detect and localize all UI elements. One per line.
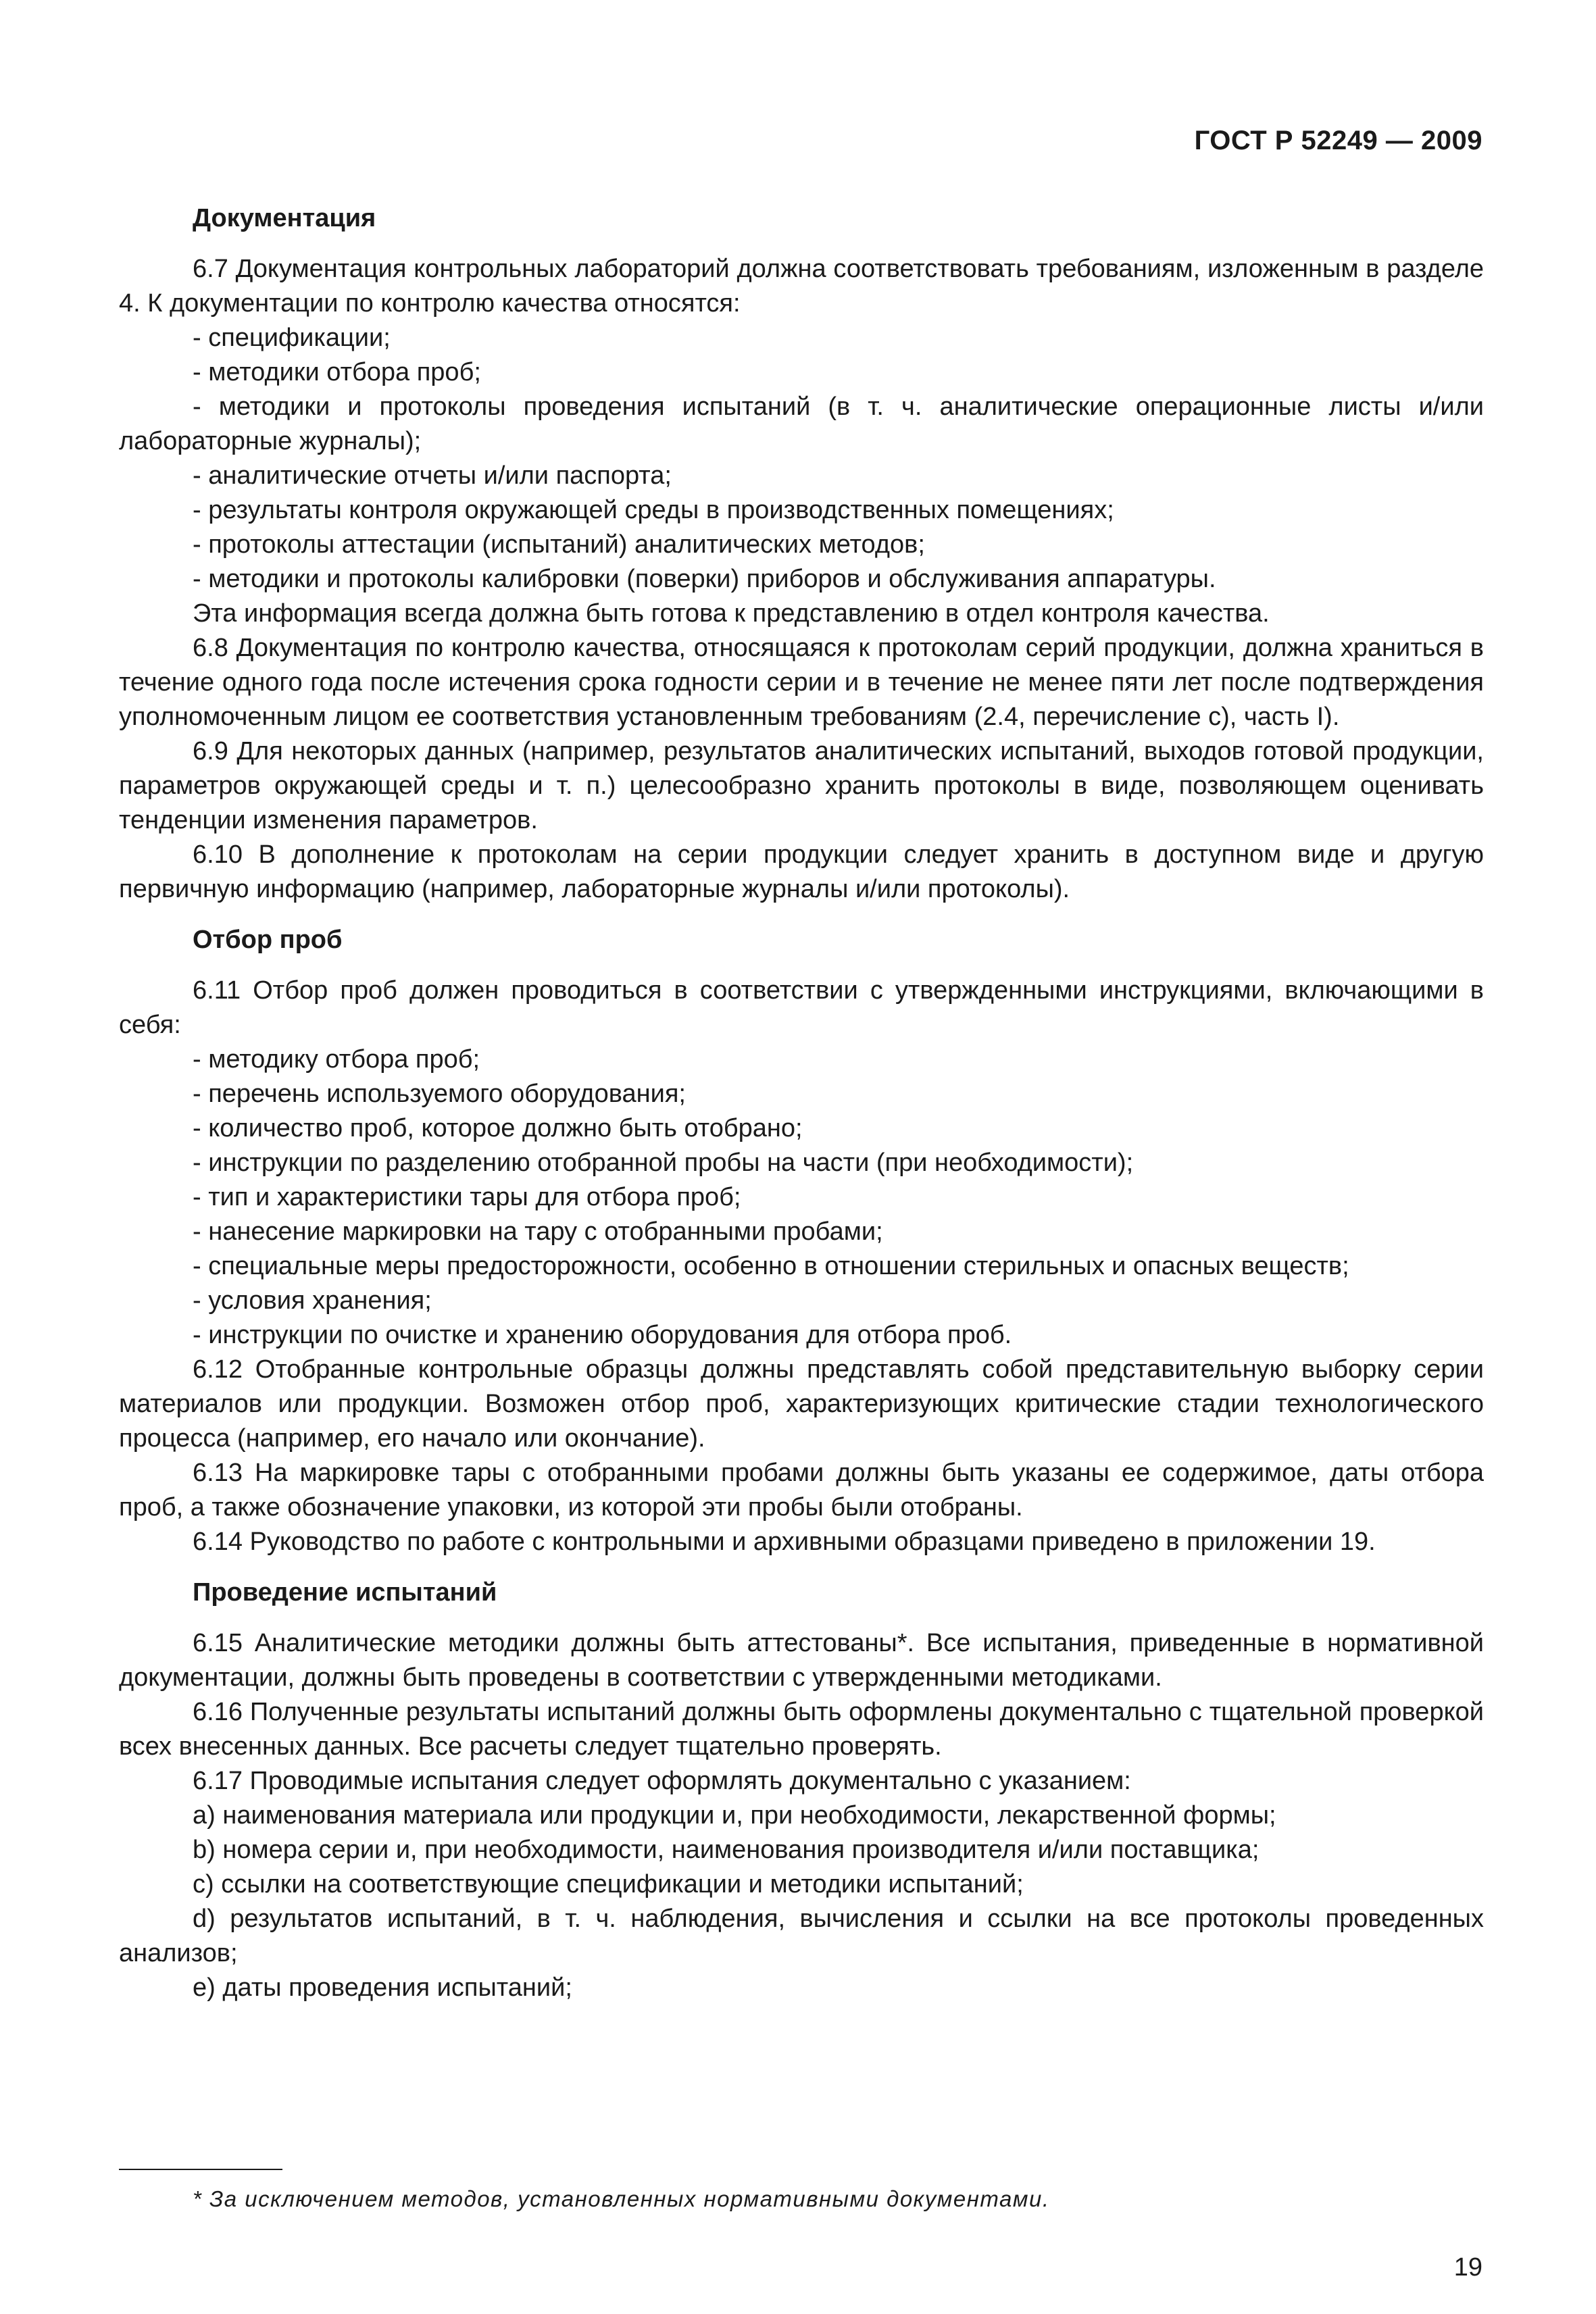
- paragraph-6-17: 6.17 Проводимые испытания следует оформлять документально с указанием:: [193, 1767, 1131, 1795]
- list-item: - специальные меры предосторожности, особенно в отношении стерильных и опасных веществ;: [193, 1252, 1349, 1280]
- list-item: - методики и протоколы проведения испытаний (в т. ч. аналитические операционные листы и/или лабораторные журналы);: [119, 393, 1484, 455]
- section-title-sampling: Отбор проб: [193, 926, 343, 954]
- section-title-testing: Проведение испытаний: [193, 1578, 497, 1607]
- paragraph-6-10: 6.10 В дополнение к протоколам на серии продукции следует хранить в доступном виде и другую первичную информацию (например, лабораторные журналы и/или протоколы).: [119, 840, 1484, 903]
- list-item: - тип и характеристики тары для отбора проб;: [193, 1183, 741, 1211]
- list-item: - методики и протоколы калибровки (поверки) приборов и обслуживания аппаратуры.: [193, 565, 1216, 593]
- paragraph-6-7: 6.7 Документация контрольных лабораторий должна соответствовать требованиям, изложенным в разделе 4. К документации по контролю качества относятся:: [119, 255, 1484, 318]
- list-item: - результаты контроля окружающей среды в производственных помещениях;: [193, 496, 1114, 524]
- list-item: - аналитические отчеты и/или паспорта;: [193, 461, 672, 490]
- info-note: Эта информация всегда должна быть готова к представлению в отдел контроля качества.: [193, 599, 1270, 628]
- document-standard-code: ГОСТ Р 52249 — 2009: [1194, 126, 1482, 155]
- list-item: - методику отбора проб;: [193, 1045, 480, 1074]
- paragraph-6-13: 6.13 На маркировке тары с отобранными пробами должны быть указаны ее содержимое, даты отбора проб, а также обозначение упаковки, из которой эти пробы были отобраны.: [119, 1459, 1484, 1521]
- paragraph-6-16: 6.16 Полученные результаты испытаний должны быть оформлены документально с тщательной проверкой всех внесенных данных. Все расчеты следует тщательно проверять.: [119, 1698, 1484, 1761]
- paragraph-6-14: 6.14 Руководство по работе с контрольными и архивными образцами приведено в приложении 19.: [193, 1528, 1376, 1556]
- list-item: - условия хранения;: [193, 1286, 432, 1315]
- page-number: 19: [1453, 2253, 1482, 2282]
- list-item: d) результатов испытаний, в т. ч. наблюдения, вычисления и ссылки на все протоколы проведенных анализов;: [119, 1905, 1484, 1967]
- paragraph-6-11: 6.11 Отбор проб должен проводиться в соответствии с утвержденными инструкциями, включающими в себя:: [119, 976, 1484, 1039]
- list-item: b) номера серии и, при необходимости, наименования производителя и/или поставщика;: [193, 1836, 1260, 1864]
- paragraph-6-15: 6.15 Аналитические методики должны быть аттестованы*. Все испытания, приведенные в нормативной документации, должны быть проведены в соответствии с утвержденными методиками.: [119, 1629, 1484, 1692]
- list-item: c) ссылки на соответствующие спецификации и методики испытаний;: [193, 1870, 1024, 1898]
- list-item: - количество проб, которое должно быть отобрано;: [193, 1114, 803, 1142]
- list-item: - инструкции по очистке и хранению оборудования для отбора проб.: [193, 1321, 1012, 1349]
- paragraph-6-9: 6.9 Для некоторых данных (например, результатов аналитических испытаний, выходов готовой продукции, параметров окружающей среды и т. п.) целесообразно хранить протоколы в виде, позволяющем оценивать тенденции изменения параметров.: [119, 737, 1484, 834]
- list-item: - спецификации;: [193, 324, 391, 352]
- list-item: - методики отбора проб;: [193, 358, 481, 386]
- list-item: - нанесение маркировки на тару с отобранными пробами;: [193, 1217, 883, 1246]
- list-item: - протоколы аттестации (испытаний) аналитических методов;: [193, 530, 925, 559]
- footnote: * За исключением методов, установленных нормативными документами.: [193, 2186, 1050, 2211]
- section-title-documentation: Документация: [193, 204, 376, 232]
- list-item: - перечень используемого оборудования;: [193, 1080, 686, 1108]
- paragraph-6-8: 6.8 Документация по контролю качества, относящаяся к протоколам серий продукции, должна храниться в течение одного года после истечения срока годности серии и в течение не менее пяти лет после подтверждения уполномоченным лицом ее соответствия установленным требованиям (2.4, перечисление с), часть I).: [119, 634, 1484, 731]
- list-item: - инструкции по разделению отобранной пробы на части (при необходимости);: [193, 1149, 1134, 1177]
- paragraph-6-12: 6.12 Отобранные контрольные образцы должны представлять собой представительную выборку серии материалов или продукции. Возможен отбор проб, характеризующих критические стадии технологического процесса (например, его начало или окончание).: [119, 1355, 1484, 1453]
- list-item: e) даты проведения испытаний;: [193, 1973, 572, 2002]
- document-body: [119, 201, 1484, 2005]
- list-item: a) наименования материала или продукции и, при необходимости, лекарственной формы;: [193, 1801, 1276, 1830]
- footnote-divider: [119, 2169, 282, 2170]
